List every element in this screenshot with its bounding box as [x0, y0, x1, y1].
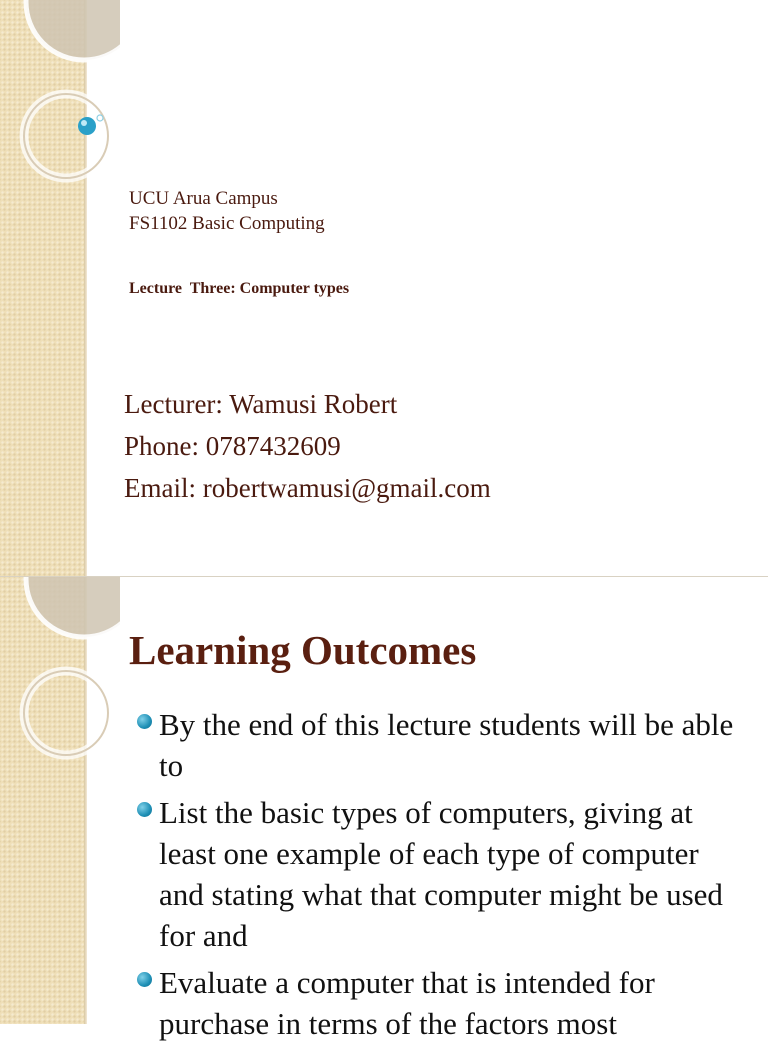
slide-title: Learning Outcomes — [129, 627, 477, 673]
decorative-circles-icon — [0, 577, 120, 777]
lecturer-name: Lecturer: Wamusi Robert — [124, 389, 398, 419]
lecture-title: Lecture Three: Computer types — [129, 280, 350, 297]
email-address: Email: robertwamusi@gmail.com — [124, 473, 491, 503]
phone-number: Phone: 0787432609 — [124, 431, 341, 461]
list-item — [135, 962, 745, 1044]
bullet-text: Evaluate a computer that is intended for purchase in terms of the factors most — [159, 965, 655, 1041]
bullet-text: List the basic types of computers, giving at least one example of each type of computer and stating what that computer might be used for and — [159, 795, 723, 953]
outcomes-list — [135, 704, 745, 1050]
list-item — [135, 704, 745, 786]
bullet-icon — [137, 714, 152, 729]
course-code: FS1102 Basic Computing — [129, 213, 325, 234]
campus-name: UCU Arua Campus — [129, 188, 278, 209]
list-item — [135, 792, 745, 956]
bullet-icon — [137, 972, 152, 987]
decorative-circles-icon — [0, 0, 120, 200]
bullet-icon — [137, 802, 152, 817]
bullet-text: By the end of this lecture students will be able to — [159, 707, 734, 783]
